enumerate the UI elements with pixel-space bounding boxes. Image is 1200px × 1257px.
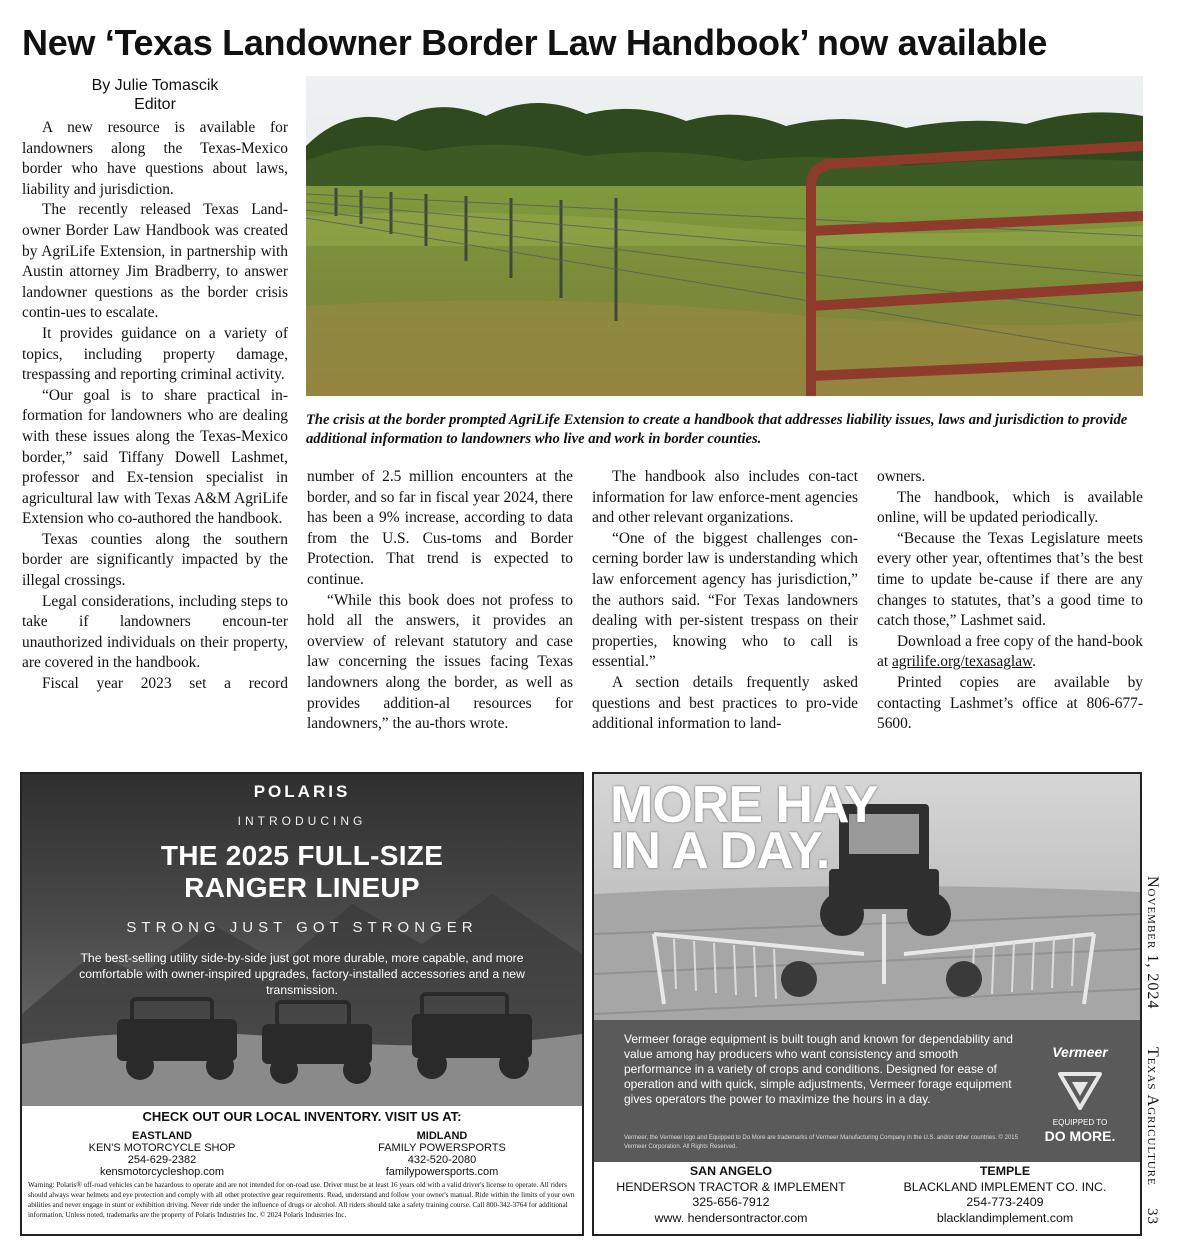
dealer-phone: 254-629-2382 — [127, 1154, 197, 1166]
dealer-town: EASTLAND — [132, 1130, 192, 1142]
photo-caption: The crisis at the border prompted AgriLife Extension to create a handbook that addresses liability issues, laws and jurisdiction to provide additional information to landowners who live and work in border counties. — [306, 412, 1128, 447]
vermeer-legal: Vermeer, the Vermeer logo and Equipped to Do More are trademarks of Vermeer Manufacturing Company in the U.S. and/or other countries. © 2015 Vermeer Corporation. All Rights Reserved. — [624, 1135, 1018, 1150]
polaris-tagline: STRONG JUST GOT STRONGER — [126, 919, 478, 936]
paragraph: The handbook also includes con-tact information for law enforce-ment agencies and other relevant organizations. — [592, 468, 858, 527]
paragraph: “Our goal is to share practical in-formation for landowners who are dealing with these issues along the Texas-Mexico border,” said Tiffany Dowell Lashmet, professor and Ex-tension specialist in agricultural law with Texas A&M AgriLife Extension who co-authored the handbook. — [22, 386, 288, 528]
paragraph: “One of the biggest challenges con-cerning border law is understanding which law enforcement agency has jurisdiction,” the authors said. “For Texas landowners dealing with per-sistent trespass on their properties, knowing who to call is essential.” — [592, 529, 858, 671]
paragraph — [877, 632, 1143, 673]
polaris-warning: Warning: Polaris® off-road vehicles can be hazardous to operate and are not intended for on-road use. Driver must be at least 16 years old with a valid driver's license to operate. All riders should always wear helmets and eye protection and comply with all other protective gear requirements. Read, understand and follow your owner's manual. Ride within the limits of your own abilities and never engage in stunt or exhibition driving. Never ride under the influence of drugs or alcohol. All riders should take a safety training course. Call 800-342-3764 for additional information. Unless noted, trademarks are the property of Polaris Industries Inc. © 2024 Polaris Industries Inc. — [28, 1181, 575, 1219]
paragraph: owners. — [877, 468, 926, 485]
paragraph: The recently released Texas Land-owner Border Law Handbook was created by AgriLife Extension, in partnership with Austin attorney Jim Bradberry, to answer landowner questions as the border crisis contin-ues to escalate. — [22, 201, 288, 322]
polaris-title-line-1: THE 2025 FULL-SIZE — [160, 840, 444, 871]
dealer-name: KEN'S MOTORCYCLE SHOP — [88, 1142, 236, 1154]
dealer-website[interactable]: kensmotorcycleshop.com — [99, 1166, 225, 1178]
article-column-3 — [592, 467, 858, 735]
dealer-website[interactable]: blacklandimplement.com — [936, 1210, 1074, 1225]
dealer-san-angelo — [596, 1164, 866, 1226]
polaris-description: The best-selling utility side-by-side just got more durable, more capable, and more comfortable with owner-inspired upgrades, factory-installed accessories and a new transmission. — [79, 951, 525, 997]
vermeer-ad — [592, 772, 1142, 1236]
dealer-phone: 254-773-2409 — [966, 1195, 1044, 1209]
paragraph: A new resource is available for landowners along the Texas-Mexico border who have questions about laws, liability and jurisdiction. — [22, 119, 288, 198]
polaris-title-line-2: RANGER LINEUP — [184, 872, 420, 903]
polaris-intro: INTRODUCING — [237, 814, 367, 828]
paragraph: Legal considerations, including steps to take if landowners encoun-ter unauthorized individuals on their property, are covered in the handbook. — [22, 592, 288, 672]
byline — [22, 76, 288, 114]
dealer-town: SAN ANGELO — [689, 1164, 773, 1178]
dealer-name: HENDERSON TRACTOR & IMPLEMENT — [616, 1179, 846, 1194]
paragraph: A section details frequently asked questions and best practices to pro-vide additional information to land- — [592, 673, 858, 733]
paragraph: Fiscal year 2023 set a record — [42, 675, 288, 693]
dealer-town: TEMPLE — [979, 1164, 1031, 1178]
fence-pasture-photo — [306, 76, 1143, 396]
paragraph: “While this book does not profess to hold all the answers, it provides an overview of relevant statutory and case law concerning the issues facing Texas landowners along the border, as well as provides addition-al resources for landowners,” the au-thors wrote. — [307, 591, 573, 733]
paragraph: number of 2.5 million encounters at the border, and so far in fiscal year 2024, there has been a 9% increase, according to data from the U.S. Cus-toms and Border Protection. That trend is expected to continue. — [307, 468, 573, 588]
byline-role: Editor — [134, 96, 176, 113]
vermeer-equipped: EQUIPPED TO — [1052, 1118, 1108, 1127]
publication-name: Texas Agriculture — [1144, 1047, 1161, 1186]
paragraph: Texas counties along the southern border are significantly impacted by the illegal crossings. — [22, 530, 288, 590]
page-number: 33 — [1144, 1208, 1160, 1225]
polaris-logo: POLARIS — [253, 782, 351, 801]
dealer-midland — [312, 1130, 572, 1178]
paragraph: “Because the Texas Legislature meets every other year, oftentimes that’s the best time to update be-cause if there are any changes to statutes, that’s a good time to catch those,” Lashmet said. — [877, 529, 1143, 630]
headline: New ‘Texas Landowner Border Law Handbook’ now available — [22, 22, 1048, 63]
article-column-1 — [22, 118, 288, 695]
dealer-website[interactable]: familypowersports.com — [385, 1166, 499, 1178]
vermeer-headline-line-2: IN A DAY. — [610, 822, 830, 880]
byline-author: By Julie Tomascik — [91, 77, 219, 94]
link-period: . — [1032, 653, 1036, 671]
vermeer-do-more: DO MORE. — [1044, 1128, 1116, 1144]
handbook-link[interactable]: agrilife.org/texasaglaw — [891, 653, 1033, 671]
paragraph: It provides guidance on a variety of topics, including property damage, trespassing and reporting criminal activity. — [22, 324, 288, 384]
polaris-title — [22, 840, 582, 904]
vermeer-description: Vermeer forage equipment is built tough and known for dependability and value among hay producers who want consistency and smooth performance in a variety of crops and conditions. Designed for ease of operation and with quick, simple adjustments, Vermeer forage equipment gives operators the power to maximize the hours in a day. — [624, 1032, 1013, 1106]
download-text: Download a free copy of the hand-book at — [877, 632, 1143, 671]
vermeer-hero-image — [594, 774, 1140, 1162]
dealer-name: BLACKLAND IMPLEMENT CO. INC. — [903, 1179, 1107, 1194]
paragraph: Printed copies are available by contacting Lashmet’s office at 806-677-5600. — [877, 673, 1143, 733]
dealer-temple — [870, 1164, 1140, 1226]
dealer-town: MIDLAND — [416, 1130, 468, 1142]
polaris-cta: CHECK OUT OUR LOCAL INVENTORY. VISIT US AT: — [142, 1109, 462, 1124]
vermeer-headline — [610, 776, 890, 880]
vermeer-logo: Vermeer — [1052, 1044, 1108, 1060]
issue-date: November 1, 2024 — [1144, 876, 1161, 1010]
vermeer-headline-line-1: MORE HAY — [610, 776, 878, 834]
dealer-name: FAMILY POWERSPORTS — [378, 1142, 506, 1154]
paragraph: The handbook, which is available online, will be updated periodically. — [877, 488, 1143, 527]
polaris-hero-image — [22, 774, 582, 1106]
polaris-ad — [20, 772, 584, 1236]
dealer-phone: 432-520-2080 — [407, 1154, 477, 1166]
dealer-website[interactable]: www. hendersontractor.com — [654, 1210, 808, 1225]
article-column-2 — [307, 467, 573, 735]
dealer-phone: 325-656-7912 — [692, 1195, 770, 1209]
dealer-eastland — [32, 1130, 292, 1178]
article-column-4 — [877, 467, 1143, 735]
vermeer-v-icon — [1058, 1070, 1102, 1110]
